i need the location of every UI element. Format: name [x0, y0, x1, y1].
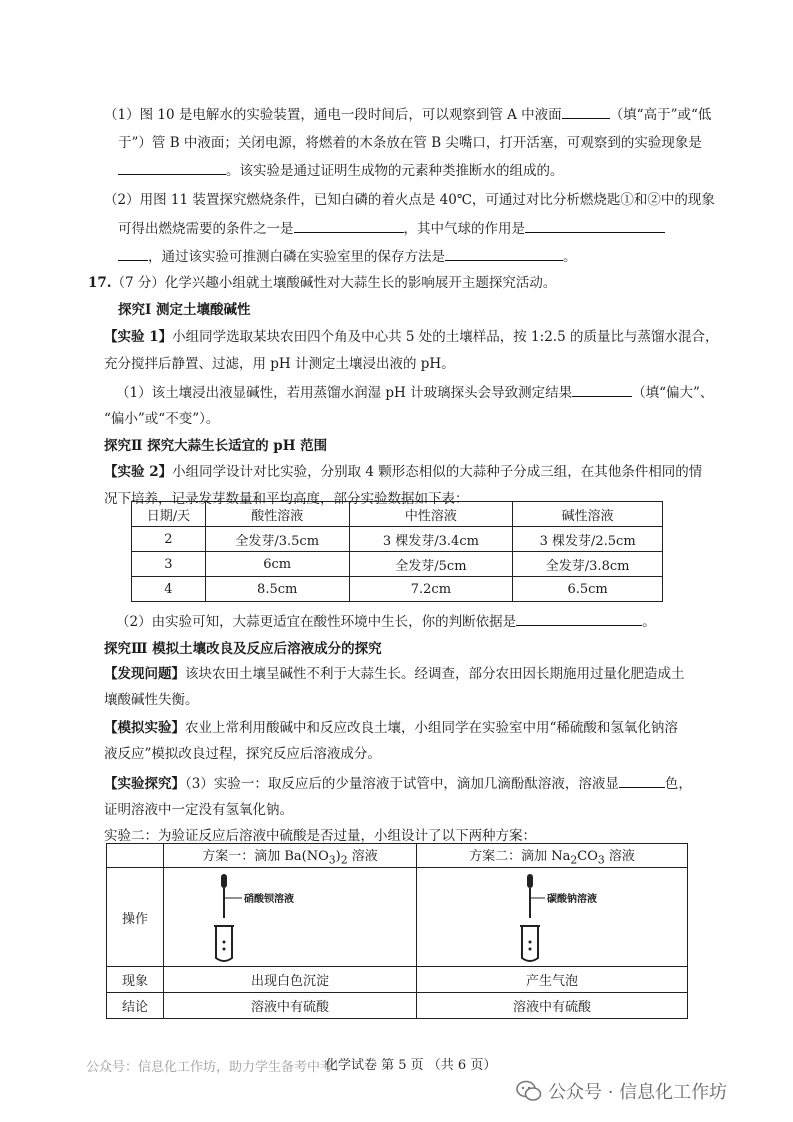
exp1-line1: 【实验 1】小组同学选取某块农田四个角及中心共 5 处的土壤样品，按 1:2.5 的质量比与蒸馏水混合，	[104, 329, 719, 345]
q16-part1-line1: （1）图 10 是电解水的实验装置，通电一段时间后，可以观察到管 A 中液面 （填“高于”或“低	[104, 104, 711, 125]
plans-table	[106, 843, 688, 1019]
table-cell: 6cm	[205, 552, 349, 577]
answer-blank[interactable]	[525, 218, 665, 233]
q17-part1-line1: （1）该土壤浸出液显碱性，若用蒸馏水润湿 pH 计玻璃探头会导致测定结果 （填“偏大”、	[116, 382, 713, 403]
exp1-line2: 充分搅拌后静置、过滤，用 pH 计测定土壤浸出液的 pH。	[104, 356, 455, 372]
operation-cell-2	[417, 868, 688, 967]
table-cell: 全发芽/3.8cm	[513, 552, 663, 577]
exp2-line2: 况下培养，记录发芽数量和平均高度，部分实验数据如下表：	[104, 491, 469, 507]
q17-part2: （2）由实验可知，大蒜更适宜在酸性环境中生长，你的判断依据是 。	[116, 611, 656, 632]
section-title-3: 探究Ⅲ 模拟土壤改良及反应后溶液成分的探究	[104, 641, 382, 657]
table-row	[132, 527, 663, 552]
section-title-2: 探究Ⅱ 探究大蒜生长适宜的 pH 范围	[104, 438, 328, 454]
operation-cell-1	[164, 868, 417, 967]
probe-line2: 证明溶液中一定没有氢氧化钠。	[104, 802, 293, 818]
reagent-label-1: 硝酸钡溶液	[244, 894, 294, 905]
sim-line2: 液反应”模拟改良过程，探究反应后溶液成分。	[104, 746, 381, 762]
answer-blank[interactable]	[572, 382, 632, 397]
q16-part1-line2: 于”）管 B 中液面；关闭电源，将燃着的木条放在管 B 尖嘴口，打开活塞，可观察到的实验现象是	[118, 135, 702, 151]
table-cell: 全发芽/3.5cm	[205, 527, 349, 552]
table-header: 碱性溶液	[513, 502, 663, 527]
table-cell: 3 棵发芽/2.5cm	[513, 527, 663, 552]
table-cell: 全发芽/5cm	[349, 552, 513, 577]
q17-header: 17.（7 分）化学兴趣小组就土壤酸碱性对大蒜生长的影响展开主题探究活动。	[88, 275, 557, 291]
q16-part2-line2: 可得出燃烧需要的条件之一是 ，其中气球的作用是	[118, 218, 665, 239]
dropper-tube-icon	[417, 868, 687, 966]
sim-line1: 【模拟实验】农业上常利用酸碱中和反应改良土壤，小组同学在实验室中用“稀硫酸和氢氧化钠溶	[104, 720, 678, 736]
table-header-row	[132, 502, 663, 527]
table-cell: 2	[132, 527, 206, 552]
table-cell: 8.5cm	[205, 577, 349, 602]
answer-blank[interactable]	[445, 246, 563, 261]
conclusion-label: 结论	[107, 993, 164, 1019]
footer-promo-text: 公众号：信息化工作坊，助力学生备考中考！	[86, 1060, 347, 1075]
table-row	[132, 577, 663, 602]
plan-two-header: 方案二：滴加 $Na_2CO_3$ 溶液	[417, 844, 688, 868]
q16-part2-line1: （2）用图 11 装置探究燃烧条件，已知白磷的着火点是 40℃，可通过对比分析燃烧匙①和②中的现象	[104, 192, 715, 208]
section-title-1: 探究Ⅰ 测定土壤酸碱性	[118, 302, 251, 318]
table-cell: 3 棵发芽/3.4cm	[349, 527, 513, 552]
exp2-line1: 【实验 2】小组同学设计对比实验，分别取 4 颗形态相似的大蒜种子分成三组，在其他条件相同的情	[104, 464, 703, 480]
phenomenon-2: 产生气泡	[417, 967, 688, 993]
table-cell: 6.5cm	[513, 577, 663, 602]
germination-table	[131, 501, 663, 602]
find-line2: 壤酸碱性失衡。	[104, 692, 199, 708]
plan-one-header: 方案一：滴加 $Ba(NO_3)_2$ 溶液	[164, 844, 417, 868]
table-cell: 3	[132, 552, 206, 577]
table-row	[132, 552, 663, 577]
answer-blank[interactable]	[294, 218, 404, 233]
q17-part1-line2: “偏小”或“不变”）。	[104, 411, 220, 427]
answer-blank[interactable]	[562, 104, 610, 119]
answer-blank[interactable]	[619, 773, 665, 788]
q16-part2-line3: ，通过该实验可推测白磷在实验室里的保存方法是 。	[118, 246, 577, 267]
phenomenon-label: 现象	[107, 967, 164, 993]
conclusion-1: 溶液中有硫酸	[164, 993, 417, 1019]
plans-header-row	[107, 844, 688, 868]
reagent-label-2: 碳酸钠溶液	[547, 894, 597, 905]
wechat-icon	[516, 1080, 542, 1102]
exp-two-line: 实验二：为验证反应后溶液中硫酸是否过量，小组设计了以下两种方案：	[104, 828, 536, 844]
table-cell: 4	[132, 577, 206, 602]
answer-blank[interactable]	[118, 160, 226, 175]
conclusion-2: 溶液中有硫酸	[417, 993, 688, 1019]
phenomenon-row	[107, 967, 688, 993]
find-line1: 【发现问题】该块农田土壤呈碱性不利于大蒜生长。经调查，部分农田因长期施用过量化肥造成土	[104, 666, 685, 682]
dropper-tube-icon	[164, 868, 416, 966]
answer-blank[interactable]	[516, 611, 642, 626]
probe-line1: 【实验探究】（3）实验一：取反应后的少量溶液于试管中，滴加几滴酚酞溶液，溶液显 色，	[104, 773, 692, 794]
operation-label: 操作	[107, 868, 164, 967]
phenomenon-1: 出现白色沉淀	[164, 967, 417, 993]
table-cell: 7.2cm	[349, 577, 513, 602]
operation-row	[107, 868, 688, 967]
page-number: 化学试卷 第 5 页 （共 6 页）	[325, 1058, 497, 1073]
watermark: 公众号 · 信息化工作坊	[516, 1078, 727, 1104]
q16-part1-line3: 。该实验是通过证明生成物的元素种类推断水的组成的。	[118, 160, 564, 181]
table-header: 日期/天	[132, 502, 206, 527]
table-header: 酸性溶液	[205, 502, 349, 527]
answer-blank[interactable]	[118, 246, 148, 261]
conclusion-row	[107, 993, 688, 1019]
table-header: 中性溶液	[349, 502, 513, 527]
